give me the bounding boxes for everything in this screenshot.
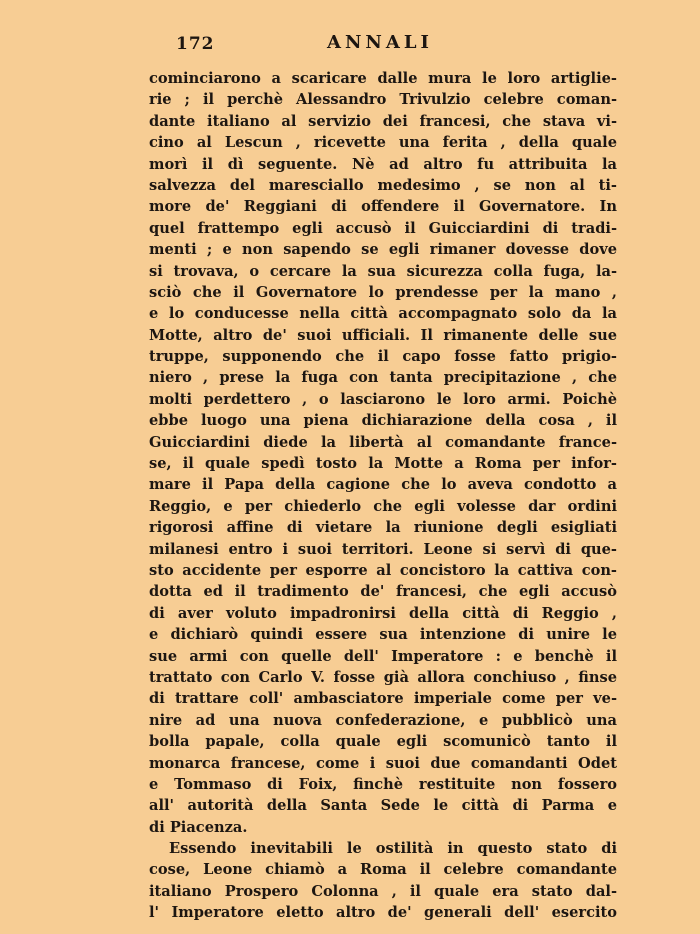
text-line: morì il dì seguente. Nè ad altro fu attribuita la — [149, 155, 617, 173]
text-line: sto accidente per esporre al concistoro la cattiva con- — [149, 561, 617, 579]
text-line: dotta ed il tradimento de' francesi, che egli accusò — [149, 583, 617, 601]
text-line: dante italiano al servizio dei francesi, che stava vi- — [149, 112, 617, 130]
text-line: Guicciardini diede la libertà al comandante france- — [149, 433, 617, 451]
text-line: more de' Reggiani di offendere il Governatore. In — [149, 198, 617, 216]
text-line: cominciarono a scaricare dalle mura le loro artiglie- — [149, 70, 617, 87]
text-line: si trovava, o cercare la sua sicurezza colla fuga, la- — [149, 262, 617, 280]
text-line: e lo conducesse nella città accompagnato solo da la — [149, 305, 617, 323]
text-line: Motte, altro de' suoi ufficiali. Il rimanente delle sue — [149, 326, 617, 344]
text-line: all' autorità della Santa Sede le città di Parma e — [149, 797, 617, 815]
page-number: 172 — [176, 34, 215, 54]
text-line: e dichiarò quindi essere sua intenzione di unire le — [149, 626, 617, 644]
paragraph-start-line: Essendo inevitabili le ostilità in questo stato di — [169, 840, 617, 858]
text-line: di aver voluto impadronirsi della città di Reggio , — [149, 604, 617, 622]
running-title: ANNALI — [327, 32, 433, 53]
text-line: milanesi entro i suoi territori. Leone si servì di que- — [149, 540, 617, 558]
paragraph-end-line: di Piacenza. — [149, 818, 248, 836]
text-line: di trattare coll' ambasciatore imperiale come per ve- — [149, 690, 617, 708]
text-line: l' Imperatore eletto altro de' generali dell' esercito — [149, 904, 617, 922]
page-header — [0, 32, 700, 60]
text-line: molti perdettero , o lasciarono le loro armi. Poichè — [149, 390, 617, 408]
text-line: e Tommaso di Foix, finchè restituite non fossero — [149, 775, 617, 793]
text-line: bolla papale, colla quale egli scomunicò tanto il — [149, 733, 617, 751]
text-line: se, il quale spedì tosto la Motte a Roma per infor- — [149, 455, 617, 473]
text-line: ebbe luogo una piena dichiarazione della cosa , il — [149, 412, 617, 430]
text-line: niero , prese la fuga con tanta precipitazione , che — [149, 369, 617, 387]
text-line: salvezza del maresciallo medesimo , se non al ti- — [149, 176, 617, 194]
text-line: rie ; il perchè Alessandro Trivulzio celebre coman- — [149, 91, 617, 109]
text-line: rigorosi affine di vietare la riunione degli esigliati — [149, 519, 617, 537]
text-line: trattato con Carlo V. fosse già allora conchiuso , finse — [149, 668, 617, 686]
text-line: monarca francese, come i suoi due comandanti Odet — [149, 754, 617, 772]
text-line: cose, Leone chiamò a Roma il celebre comandante — [149, 861, 617, 879]
text-line: sue armi con quelle dell' Imperatore : e benchè il — [149, 647, 617, 665]
body-text — [149, 68, 617, 924]
text-line: nire ad una nuova confederazione, e pubblicò una — [149, 711, 617, 729]
text-line: menti ; e non sapendo se egli rimaner dovesse dove — [149, 241, 617, 259]
text-line: italiano Prospero Colonna , il quale era stato dal- — [149, 882, 617, 900]
text-line: quel frattempo egli accusò il Guicciardini di tradi- — [149, 219, 617, 237]
text-line: Reggio, e per chiederlo che egli volesse dar ordini — [149, 497, 617, 515]
text-line: cino al Lescun , ricevette una ferita , della quale — [149, 134, 617, 152]
text-line: sciò che il Governatore lo prendesse per la mano , — [149, 283, 617, 301]
text-line: mare il Papa della cagione che lo aveva condotto a — [149, 476, 617, 494]
text-line: truppe, supponendo che il capo fosse fatto prigio- — [149, 348, 617, 366]
